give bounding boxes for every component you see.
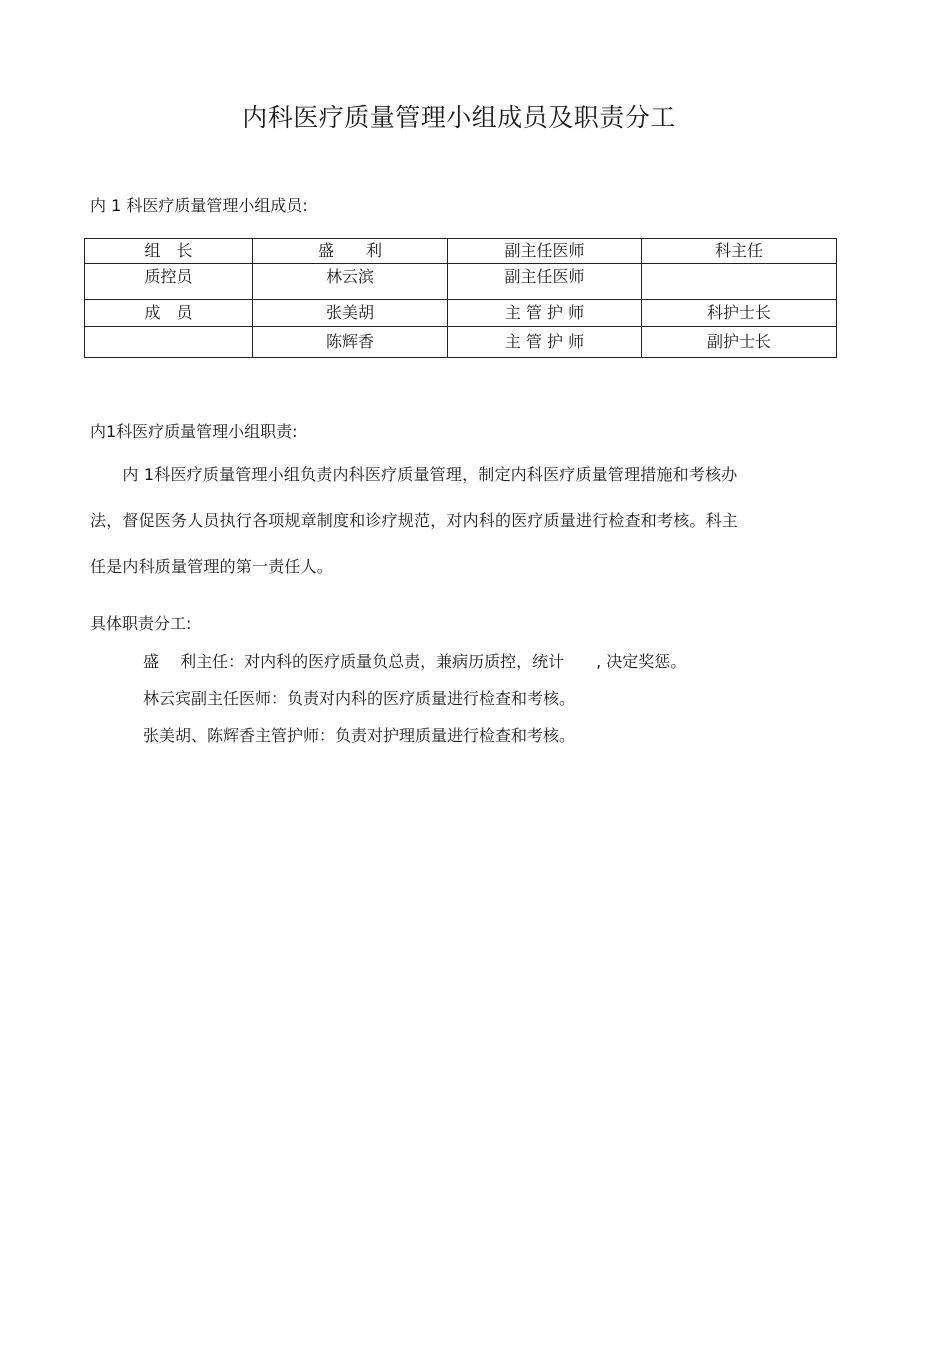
table-cell-role xyxy=(85,327,253,358)
members-table xyxy=(84,238,837,358)
table-cell-name: 林云滨 xyxy=(253,264,448,300)
specific-duty-item: 盛 利主任：对内科的医疗质量负总责，兼病历质控，统计 , 决定奖惩。 xyxy=(143,652,687,671)
table-cell-title: 副主任医师 xyxy=(448,264,642,300)
table-row xyxy=(85,239,837,264)
table-row xyxy=(85,300,837,327)
table-row xyxy=(85,327,837,358)
table-cell-position xyxy=(642,264,837,300)
table-cell-title: 主 管 护 师 xyxy=(448,327,642,358)
specific-duty-item: 张美胡、陈辉香主管护师：负责对护理质量进行检查和考核。 xyxy=(143,726,576,745)
specific-heading: 具体职责分工: xyxy=(90,614,192,633)
document-title: 内科医疗质量管理小组成员及职责分工 xyxy=(242,103,676,132)
members-heading: 内 1 科医疗质量管理小组成员: xyxy=(90,196,308,215)
table-cell-position: 科主任 xyxy=(642,239,837,264)
table-cell-position: 科护士长 xyxy=(642,300,837,327)
table-cell-role: 组 长 xyxy=(85,239,253,264)
table-cell-role: 成 员 xyxy=(85,300,253,327)
table-cell-name: 陈辉香 xyxy=(253,327,448,358)
duty-heading: 内1科医疗质量管理小组职责: xyxy=(90,422,298,441)
table-cell-name: 张美胡 xyxy=(253,300,448,327)
table-cell-title: 主 管 护 师 xyxy=(448,300,642,327)
duty-paragraph-line: 任是内科质量管理的第一责任人。 xyxy=(90,557,334,576)
table-cell-role: 质控员 xyxy=(85,264,253,300)
duty-paragraph-line: 法，督促医务人员执行各项规章制度和诊疗规范，对内科的医疗质量进行检查和考核。科主 xyxy=(90,511,739,530)
duty-paragraph-line: 内 1科医疗质量管理小组负责内科医疗质量管理，制定内科医疗质量管理措施和考核办 xyxy=(90,465,738,484)
table-cell-title: 副主任医师 xyxy=(448,239,642,264)
table-cell-position: 副护士长 xyxy=(642,327,837,358)
table-cell-name: 盛 利 xyxy=(253,239,448,264)
specific-duty-item: 林云宾副主任医师：负责对内科的医疗质量进行检查和考核。 xyxy=(143,689,576,708)
table-row xyxy=(85,264,837,300)
